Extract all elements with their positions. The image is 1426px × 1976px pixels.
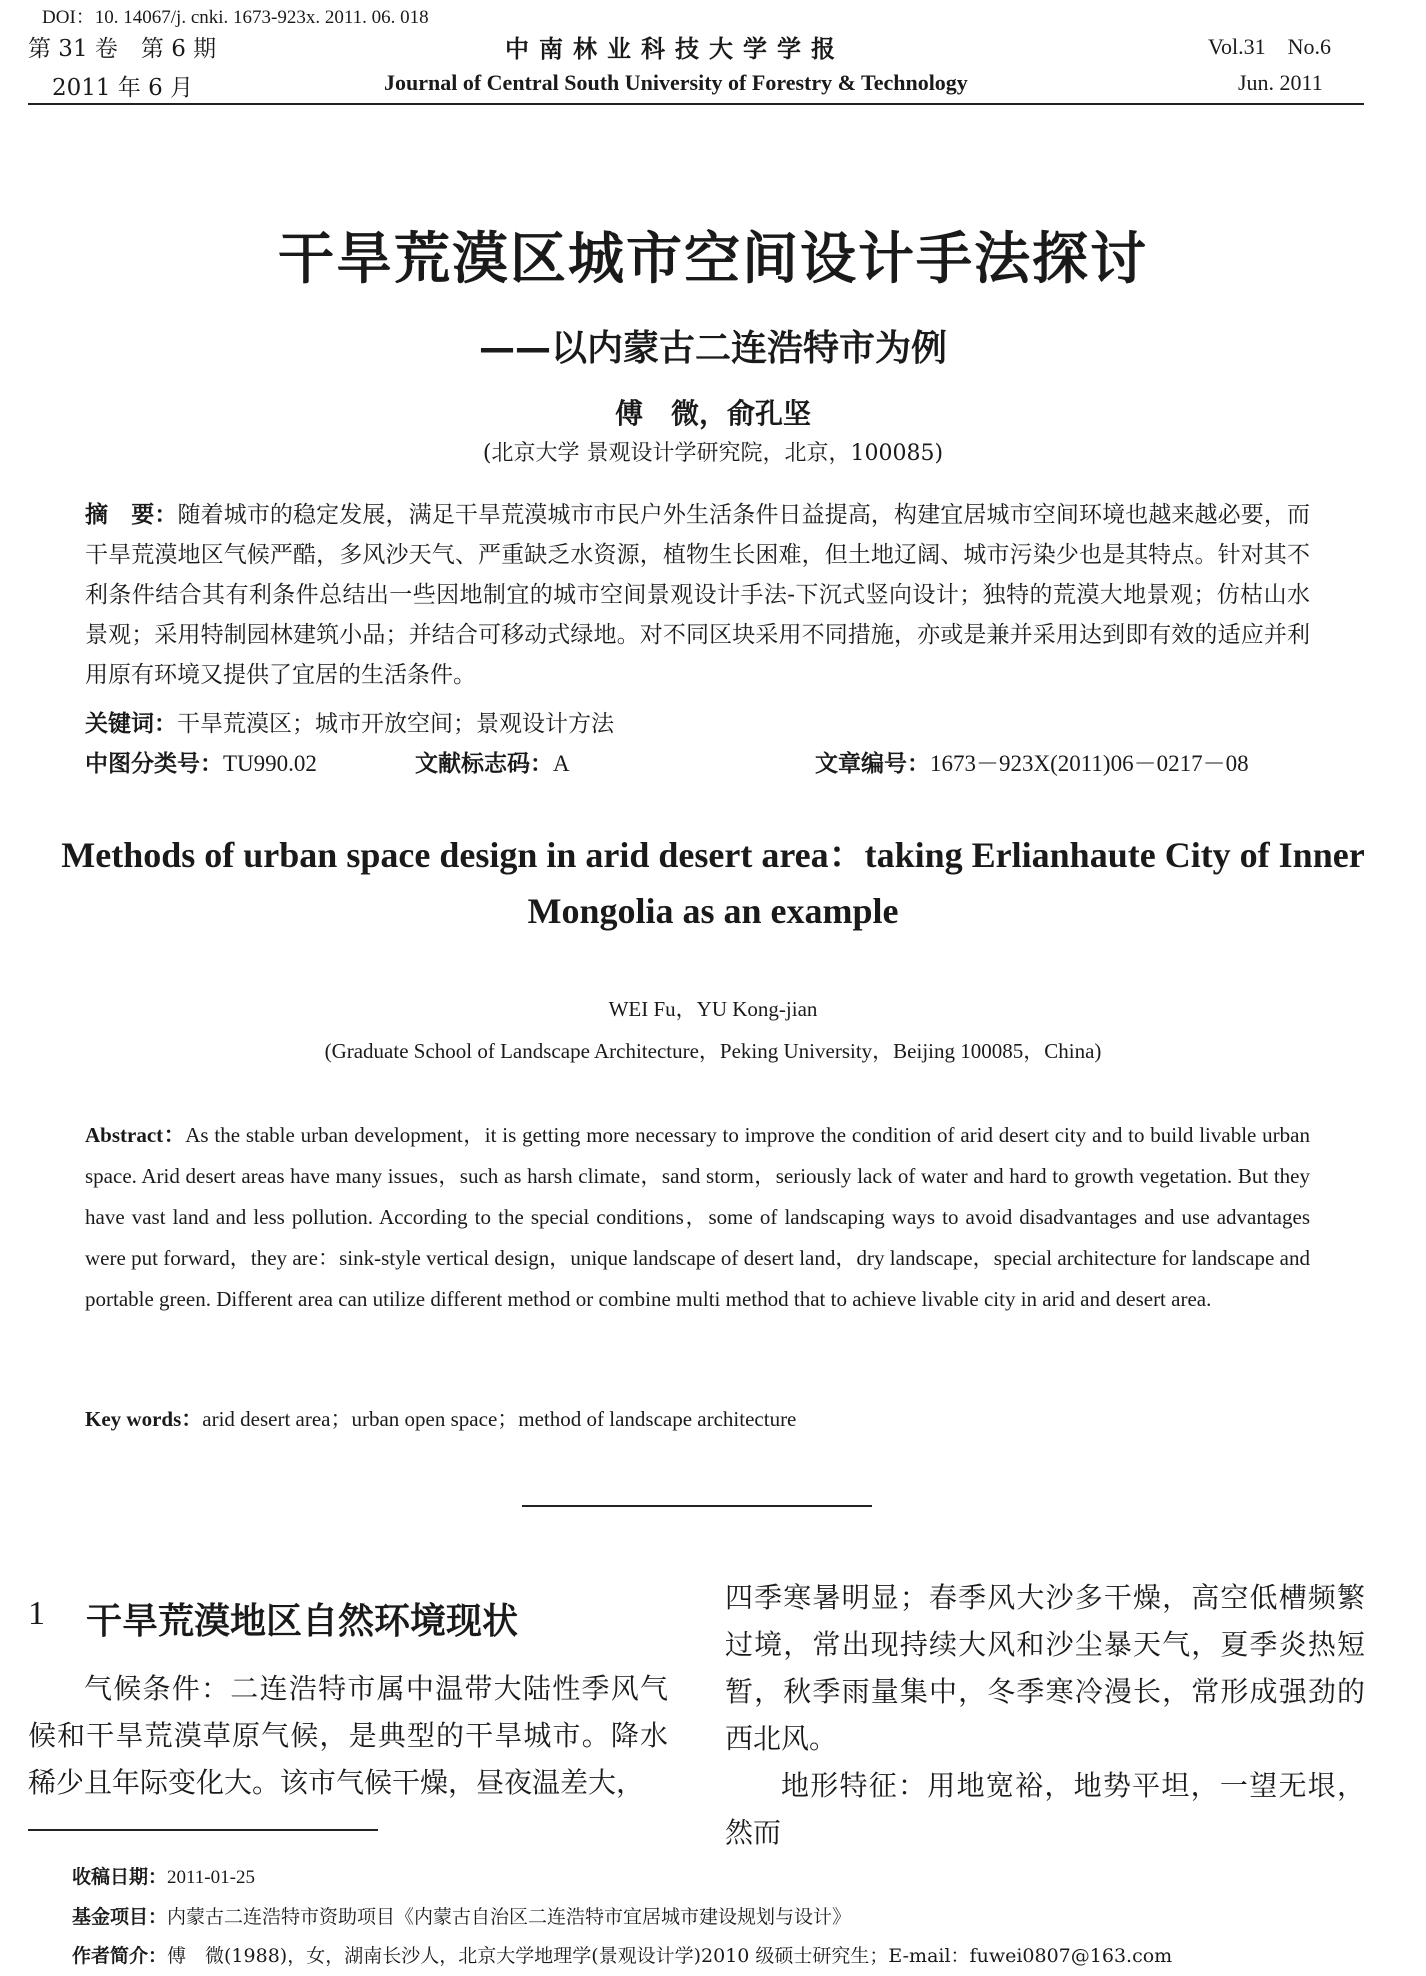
abstract-en-text: As the stable urban development，it is getting more necessary to improve the condition of arid desert city and to build livable urban space. Arid desert areas have many issues，such as harsh climate，sand storm，seriously lack of water and hard to growth vegetation. But they have vast land and less pollution. According to the special conditions，some of landscaping ways to avoid disadvantages and use advantages were put forward，they are：sink-style vertical design，unique landscape of desert land，dry landscape，special architecture for landscape and portable green. Different area can utilize different method or combine multi method that to achieve livable city in arid and desert area. xyxy=(85,1123,1310,1311)
issue-date-cn: 2011 年 6 月 xyxy=(52,75,194,101)
keywords-en-label: Key words： xyxy=(85,1407,203,1431)
authors-cn: 傅 微，俞孔坚 xyxy=(614,397,811,430)
keywords-cn-label: 关键词： xyxy=(85,711,177,737)
affiliation-en: (Graduate School of Landscape Architecture，Peking University，Beijing 100085，China) xyxy=(324,1039,1102,1063)
author-value: 傅 微(1988)，女，湖南长沙人，北京大学地理学(景观设计学)2010 级硕士研究生；E-mail：fuwei0807@163.com xyxy=(167,1945,1173,1967)
received-label: 收稿日期： xyxy=(72,1866,168,1888)
body-paragraph: 气候条件：二连浩特市属中温带大陆性季风气候和干旱荒漠草原气候，是典型的干旱城市。降水稀少且年际变化大。该市气候干燥，昼夜温差大， xyxy=(28,1672,668,1799)
journal-name-en: Journal of Central South University of Forestry & Technology xyxy=(384,70,968,95)
doc-code-entry xyxy=(415,745,570,778)
fund-value: 内蒙古二连浩特市资助项目《内蒙古自治区二连浩特市宜居城市建设规划与设计》 xyxy=(167,1906,852,1928)
abstract-en-label: Abstract： xyxy=(85,1123,186,1147)
keywords-cn-text: 干旱荒漠区；城市开放空间；景观设计方法 xyxy=(177,711,614,737)
abstract-en xyxy=(85,1115,1310,1320)
body-column-left xyxy=(28,1665,668,1806)
keywords-en-text: arid desert area；urban open space；method of landscape architecture xyxy=(202,1407,797,1431)
abstract-cn xyxy=(85,495,1310,695)
doc-code-value: A xyxy=(553,751,570,776)
keywords-cn xyxy=(85,705,614,738)
clc-label: 中图分类号： xyxy=(85,751,223,777)
body-paragraph: 地形特征：用地宽裕，地势平坦，一望无垠，然而 xyxy=(725,1769,1365,1849)
volume-number-en: Vol.31 No.6 xyxy=(1208,34,1332,59)
footnote-fund xyxy=(72,1902,851,1929)
body-column-right xyxy=(725,1574,1365,1856)
clc-value: TU990.02 xyxy=(223,751,317,776)
journal-name-cn: 中南林业科技大学学报 xyxy=(505,35,845,63)
abstract-cn-text: 随着城市的稳定发展，满足干旱荒漠城市市民户外生活条件日益提高，构建宜居城市空间环境也越来越必要，而干旱荒漠地区气候严酷，多风沙天气、严重缺乏水资源，植物生长困难，但土地辽阔、城市污染少也是其特点。针对其不利条件结合其有利条件总结出一些因地制宜的城市空间景观设计手法-下沉式竖向设计；独特的荒漠大地景观；仿枯山水景观；采用特制园林建筑小品；并结合可移动式绿地。对不同区块采用不同措施，亦或是兼并采用达到即有效的适应并利用原有环境又提供了宜居的生活条件。 xyxy=(85,502,1311,688)
body-paragraph: 四季寒暑明显；春季风大沙多干燥，高空低槽频繁过境，常出现持续大风和沙尘暴天气，夏季炎热短暂，秋季雨量集中，冬季寒冷漫长，常形成强劲的西北风。 xyxy=(725,1581,1365,1755)
footnote-author xyxy=(72,1941,1172,1968)
section-number: 1 xyxy=(28,1595,45,1632)
footnote-received xyxy=(72,1862,255,1889)
abstract-cn-label: 摘 要： xyxy=(85,502,178,528)
issue-date-en: Jun. 2011 xyxy=(1238,70,1323,95)
affiliation-cn: (北京大学 景观设计学研究院，北京，100085) xyxy=(482,441,944,466)
paper-title-en: Methods of urban space design in arid desert area：taking Erlianhaute City of Inner Mongolia as an example xyxy=(61,835,1365,931)
doi-line: DOI：10. 14067/j. cnki. 1673-923x. 2011. 06. 018 xyxy=(42,7,429,28)
abstract-divider xyxy=(522,1505,872,1507)
fund-label: 基金项目： xyxy=(72,1906,168,1928)
doc-code-label: 文献标志码： xyxy=(415,751,553,777)
keywords-en xyxy=(85,1403,796,1433)
article-no-value: 1673－923X(2011)06－0217－08 xyxy=(930,751,1249,776)
paper-subtitle-cn: ——以内蒙古二连浩特市为例 xyxy=(478,328,947,369)
authors-en: WEI Fu，YU Kong-jian xyxy=(608,997,818,1021)
header-divider xyxy=(28,103,1364,105)
article-no-label: 文章编号： xyxy=(815,751,930,777)
volume-issue-cn: 第 31 卷 第 6 期 xyxy=(28,36,217,62)
footnote-divider xyxy=(28,1829,378,1831)
article-no-entry xyxy=(815,745,1249,778)
received-value: 2011-01-25 xyxy=(167,1867,255,1888)
section-title: 干旱荒漠地区自然环境现状 xyxy=(86,1601,519,1642)
clc-entry xyxy=(85,745,317,778)
author-label: 作者简介： xyxy=(72,1945,168,1967)
paper-title-cn: 干旱荒漠区城市空间设计手法探讨 xyxy=(278,227,1148,292)
